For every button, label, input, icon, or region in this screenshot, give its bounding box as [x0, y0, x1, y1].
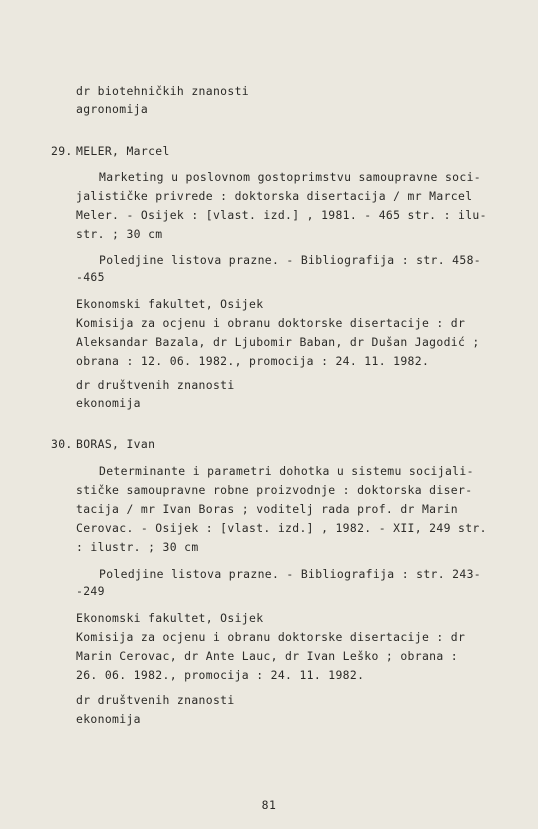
note-line: Poledjine listova prazne. - Bibliografija : str. 458- [99, 253, 482, 267]
description-line: Determinante i parametri dohotka u sistemu socijali- [99, 464, 474, 478]
institution-line: Ekonomski fakultet, Osijek [76, 297, 264, 311]
description-line: Cerovac. - Osijek : [vlast. izd.] , 1982. - XII, 249 str. [76, 521, 487, 535]
committee-line: 26. 06. 1982., promocija : 24. 11. 1982. [76, 668, 365, 682]
description-line: Marketing u poslovnom gostoprimstvu samoupravne soci- [99, 170, 482, 184]
committee-line: Komisija za ocjenu i obranu doktorske disertacije : dr [76, 316, 466, 330]
description-line: Meler. - Osijek : [vlast. izd.] , 1981. - 465 str. : ilu- [76, 208, 487, 222]
field-line: ekonomija [76, 712, 141, 726]
committee-line: Komisija za ocjenu i obranu doktorske disertacije : dr [76, 630, 466, 644]
description-line: stičke samoupravne robne proizvodnje : doktorska diser- [76, 483, 473, 497]
degree-line: dr biotehničkih znanosti [76, 84, 249, 98]
committee-line: Aleksandar Bazala, dr Ljubomir Baban, dr Dušan Jagodić ; [76, 335, 480, 349]
note-line: -465 [76, 270, 105, 284]
entry-author: MELER, Marcel [76, 144, 170, 158]
committee-line: obrana : 12. 06. 1982., promocija : 24. 11. 1982. [76, 354, 430, 368]
field-line: agronomija [76, 102, 149, 116]
description-line: : ilustr. ; 30 cm [76, 540, 199, 554]
degree-line: dr društvenih znanosti [76, 693, 235, 707]
entry-author: BORAS, Ivan [76, 437, 156, 451]
institution-line: Ekonomski fakultet, Osijek [76, 611, 264, 625]
page-number: 81 [261, 798, 277, 812]
field-line: ekonomija [76, 396, 141, 410]
entry-number: 29. [51, 144, 73, 158]
degree-line: dr društvenih znanosti [76, 378, 235, 392]
description-line: str. ; 30 cm [76, 227, 163, 241]
note-line: -249 [76, 584, 105, 598]
note-line: Poledjine listova prazne. - Bibliografija : str. 243- [99, 567, 482, 581]
committee-line: Marin Cerovac, dr Ante Lauc, dr Ivan Leško ; obrana : [76, 649, 459, 663]
description-line: tacija / mr Ivan Boras ; voditelj rada prof. dr Marin [76, 502, 459, 516]
description-line: jalističke privrede : doktorska disertacija / mr Marcel [76, 189, 473, 203]
entry-number: 30. [51, 437, 73, 451]
